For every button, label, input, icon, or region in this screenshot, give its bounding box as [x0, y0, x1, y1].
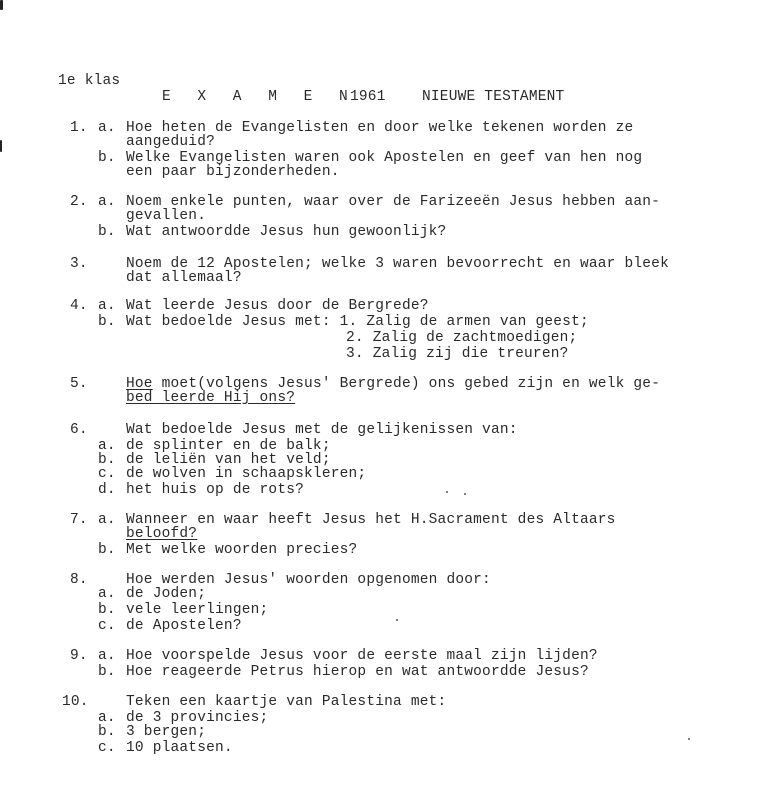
- question-intro: Wat bedoelde Jesus met de gelijkenissen van:: [126, 422, 518, 438]
- question-text: Wat antwoordde Jesus hun gewoonlijk?: [126, 224, 447, 240]
- question-number: 7.: [70, 512, 88, 528]
- question-text: Wat leerde Jesus door de Bergrede?: [126, 298, 429, 314]
- question-number: 1.: [70, 120, 88, 136]
- question-text: aangeduid?: [126, 134, 216, 150]
- scan-speck: [396, 619, 398, 621]
- part-label: a.: [98, 512, 116, 528]
- part-label: a.: [98, 298, 116, 314]
- part-label: c.: [98, 740, 116, 756]
- part-label: c.: [98, 618, 116, 634]
- part-label: a.: [98, 438, 116, 454]
- part-label: a.: [98, 586, 116, 602]
- question-text: Welke Evangelisten waren ook Apostelen en geef van hen nog: [126, 150, 643, 166]
- question-number: 8.: [70, 572, 88, 588]
- question-number: 4.: [70, 298, 88, 314]
- scan-speck: [688, 738, 690, 740]
- part-label: b.: [98, 664, 116, 680]
- exam-title: E X A M E N: [162, 89, 357, 105]
- question-text: gevallen.: [126, 208, 207, 224]
- question-number: 6.: [70, 422, 88, 438]
- part-label: d.: [98, 482, 116, 498]
- binding-mark: [0, 140, 2, 152]
- exam-year: 1961: [350, 89, 386, 105]
- question-text: de Apostelen?: [126, 618, 242, 634]
- part-label: b.: [98, 224, 116, 240]
- question-text: Wat bedoelde Jesus met: 1. Zalig de armen van geest;: [126, 314, 589, 330]
- binding-mark: [0, 0, 3, 10]
- question-text: Hoe voorspelde Jesus voor de eerste maal zijn lijden?: [126, 648, 598, 664]
- part-label: b.: [98, 602, 116, 618]
- question-intro: Teken een kaartje van Palestina met:: [126, 694, 447, 710]
- question-text: Hoe heten de Evangelisten en door welke tekenen worden ze: [126, 120, 634, 136]
- question-text: de 3 provincies;: [126, 710, 269, 726]
- question-text: beloofd?: [126, 526, 198, 542]
- question-number: 5.: [70, 376, 88, 392]
- question-text: een paar bijzonderheden.: [126, 164, 340, 180]
- question-text: dat allemaal?: [126, 270, 242, 286]
- question-text: 10 plaatsen.: [126, 740, 233, 756]
- part-label: b.: [98, 150, 116, 166]
- question-text: Wanneer en waar heeft Jesus het H.Sacrament des Altaars: [126, 512, 616, 528]
- scan-speck: [446, 491, 448, 493]
- part-label: b.: [98, 724, 116, 740]
- question-text: het huis op de rots?: [126, 482, 305, 498]
- question-text: de Joden;: [126, 586, 207, 602]
- question-text: Hoe reageerde Petrus hierop en wat antwoordde Jesus?: [126, 664, 589, 680]
- question-number: 9.: [70, 648, 88, 664]
- question-intro: Hoe werden Jesus' woorden opgenomen door:: [126, 572, 491, 588]
- part-label: a.: [98, 710, 116, 726]
- class-label: 1e klas: [58, 73, 121, 89]
- question-text: bed leerde Hij ons?: [126, 390, 296, 406]
- part-label: a.: [98, 648, 116, 664]
- question-text: 3. Zalig zij die treuren?: [346, 346, 569, 362]
- question-number: 3.: [70, 256, 88, 272]
- question-text: Noem de 12 Apostelen; welke 3 waren bevoorrecht en waar bleek: [126, 256, 669, 272]
- part-label: b.: [98, 314, 116, 330]
- question-text: de wolven in schaapskleren;: [126, 466, 367, 482]
- exam-subject: NIEUWE TESTAMENT: [422, 89, 565, 105]
- part-label: a.: [98, 120, 116, 136]
- question-text: 3 bergen;: [126, 724, 207, 740]
- question-text: vele leerlingen;: [126, 602, 269, 618]
- question-text: de splinter en de balk;: [126, 438, 331, 454]
- part-label: a.: [98, 194, 116, 210]
- question-text: 2. Zalig de zachtmoedigen;: [346, 330, 578, 346]
- question-number: 2.: [70, 194, 88, 210]
- question-text: de leliën van het veld;: [126, 452, 331, 468]
- part-label: b.: [98, 452, 116, 468]
- part-label: c.: [98, 466, 116, 482]
- question-text: Met welke woorden precies?: [126, 542, 358, 558]
- emphasis-word: Hoe: [126, 376, 153, 392]
- question-number: 10.: [62, 694, 89, 710]
- part-label: b.: [98, 542, 116, 558]
- question-text-rest: moet(volgens Jesus' Bergrede) ons gebed zijn en welk ge-: [152, 376, 661, 392]
- scan-speck: [464, 493, 466, 495]
- question-text: Noem enkele punten, waar over de Farizeeën Jesus hebben aan-: [126, 194, 661, 210]
